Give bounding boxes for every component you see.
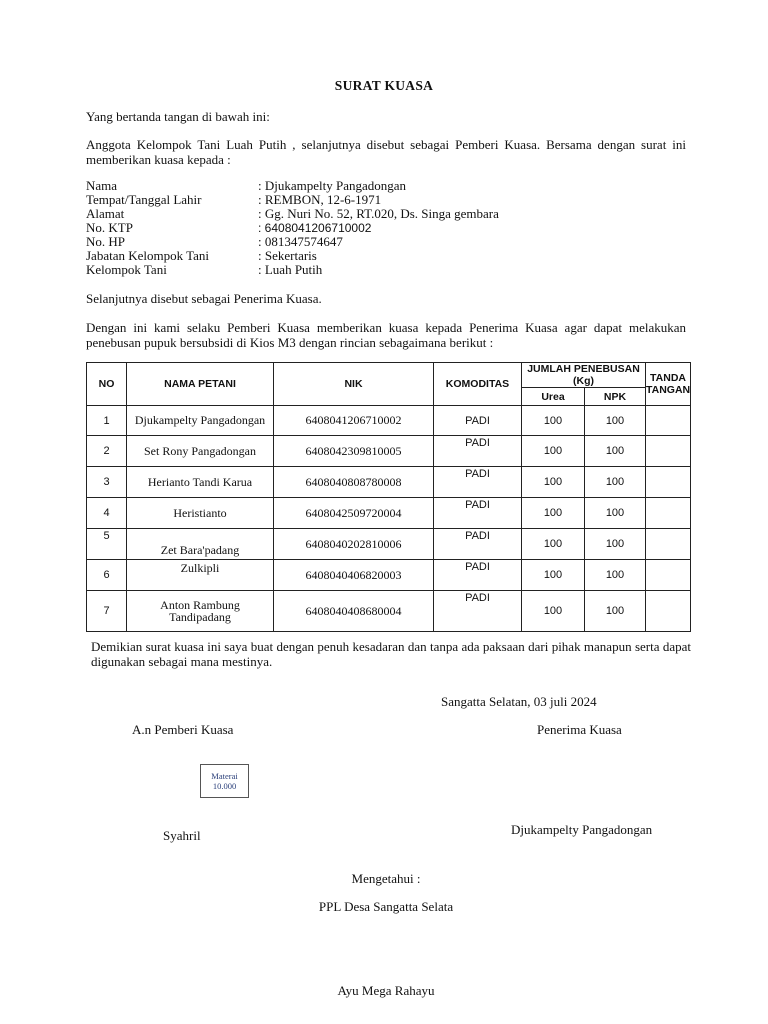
identity-value: : 6408041206710002 — [258, 221, 372, 235]
komoditas-text: PADI — [465, 499, 490, 511]
cell-npk: 100 — [585, 560, 646, 591]
cell-nik: 6408040408680004 — [274, 591, 434, 632]
acknowledger-name: Ayu Mega Rahayu — [337, 983, 435, 998]
cell-komoditas — [434, 560, 522, 591]
cell-komoditas — [434, 591, 522, 632]
identity-label: Nama — [86, 178, 118, 193]
cell-urea: 100 — [522, 560, 585, 591]
cell-npk: 100 — [585, 436, 646, 467]
no-text: 5 — [103, 530, 110, 542]
cell-komoditas — [434, 529, 522, 560]
cell-no: 1 — [87, 406, 127, 436]
cell-urea: 100 — [522, 406, 585, 436]
receiver-label: Penerima Kuasa — [537, 722, 622, 737]
cell-no: 6 — [87, 560, 127, 591]
identity-label: Alamat — [86, 206, 125, 221]
cell-nik: 6408042509720004 — [274, 498, 434, 529]
komoditas-text: PADI — [465, 561, 490, 573]
receiver-name: Djukampelty Pangadongan — [511, 822, 653, 837]
cell-no: 3 — [87, 467, 127, 498]
header-nik: NIK — [274, 363, 434, 406]
identity-value: : Luah Putih — [258, 262, 323, 277]
document-title: SURAT KUASA — [334, 78, 434, 93]
cell-tanda-tangan[interactable] — [646, 498, 691, 529]
materai-value: 10.000 — [212, 781, 237, 791]
materai-stamp — [200, 764, 249, 798]
closing-paragraph: Demikian surat kuasa ini saya buat dengan penuh kesadaran dan tanpa ada paksaan dari pihak manapun serta dapat digunakan sebagai mana mestinya. — [91, 639, 691, 669]
header-urea: Urea — [522, 388, 585, 406]
identity-label: No. HP — [86, 234, 126, 249]
header-npk: NPK — [585, 388, 646, 406]
cell-nik: 6408040202810006 — [274, 529, 434, 560]
cell-npk: 100 — [585, 529, 646, 560]
identity-label: No. KTP — [86, 220, 133, 235]
header-jumlah-penebusan: JUMLAH PENEBUSAN (Kg) — [522, 363, 646, 388]
cell-urea: 100 — [522, 467, 585, 498]
cell-npk: 100 — [585, 591, 646, 632]
cell-urea: 100 — [522, 436, 585, 467]
table-row — [87, 436, 691, 467]
header-nama-petani: NAMA PETANI — [127, 363, 274, 406]
cell-no: 7 — [87, 591, 127, 632]
cell-komoditas — [434, 467, 522, 498]
identity-label: Tempat/Tanggal Lahir — [86, 192, 202, 207]
cell-nik: 6408040808780008 — [274, 467, 434, 498]
cell-nama: Anton Rambung Tandipadang — [127, 591, 274, 632]
cell-npk: 100 — [585, 406, 646, 436]
cell-nama: Djukampelty Pangadongan — [127, 406, 274, 436]
table-row — [87, 467, 691, 498]
cell-nik: 6408042309810005 — [274, 436, 434, 467]
komoditas-text: PADI — [465, 592, 490, 604]
cell-urea: 100 — [522, 591, 585, 632]
komoditas-text: PADI — [465, 530, 490, 542]
identity-value: : 081347574647 — [258, 234, 343, 249]
cell-komoditas — [434, 498, 522, 529]
nama-text: Zulkipli — [180, 561, 220, 575]
cell-komoditas — [434, 436, 522, 467]
identity-label: Kelompok Tani — [86, 262, 167, 277]
cell-no: 2 — [87, 436, 127, 467]
table-row — [87, 560, 691, 591]
cell-tanda-tangan[interactable] — [646, 591, 691, 632]
table-row — [87, 498, 691, 529]
cell-nik: 6408040406820003 — [274, 560, 434, 591]
komoditas-text: PADI — [465, 468, 490, 480]
cell-npk: 100 — [585, 498, 646, 529]
cell-nama: Heristianto — [127, 498, 274, 529]
identity-value: : REMBON, 12-6-1971 — [258, 192, 382, 207]
identity-label: Jabatan Kelompok Tani — [86, 248, 210, 263]
identity-value: : Djukampelty Pangadongan — [258, 178, 407, 193]
intro-text: Yang bertanda tangan di bawah ini: — [86, 109, 270, 124]
cell-nik: 6408041206710002 — [274, 406, 434, 436]
table-row — [87, 591, 691, 632]
acknowledged-label: Mengetahui : — [351, 871, 421, 886]
place-date: Sangatta Selatan, 03 juli 2024 — [441, 694, 597, 709]
table-row — [87, 529, 691, 560]
komoditas-text: PADI — [465, 437, 490, 449]
cell-tanda-tangan[interactable] — [646, 467, 691, 498]
grantor-paragraph: Anggota Kelompok Tani Luah Putih , selanjutnya disebut sebagai Pemberi Kuasa. Bersama dengan surat ini memberikan kuasa kepada : — [86, 137, 686, 167]
purpose-paragraph: Dengan ini kami selaku Pemberi Kuasa memberikan kuasa kepada Penerima Kuasa agar dapat melakukan penebusan pupuk bersubsidi di Kios M3 dengan rincian sebagaimana berikut : — [86, 320, 686, 350]
cell-tanda-tangan[interactable] — [646, 406, 691, 436]
acknowledger-title: PPL Desa Sangatta Selata — [318, 899, 454, 914]
fertilizer-table — [86, 362, 691, 632]
cell-tanda-tangan[interactable] — [646, 436, 691, 467]
cell-nama: Zet Bara'padang — [127, 529, 274, 560]
table-row — [87, 406, 691, 436]
cell-no: 4 — [87, 498, 127, 529]
grantor-label: A.n Pemberi Kuasa — [132, 722, 234, 737]
cell-no — [87, 529, 127, 560]
cell-npk: 100 — [585, 467, 646, 498]
cell-tanda-tangan[interactable] — [646, 560, 691, 591]
identity-value: : Gg. Nuri No. 52, RT.020, Ds. Singa gembara — [258, 206, 499, 221]
cell-nama: Herianto Tandi Karua — [127, 467, 274, 498]
header-komoditas: KOMODITAS — [434, 363, 522, 406]
cell-urea: 100 — [522, 529, 585, 560]
cell-nama: Set Rony Pangadongan — [127, 436, 274, 467]
grantor-name: Syahril — [163, 828, 201, 843]
cell-nama — [127, 560, 274, 591]
cell-komoditas: PADI — [434, 406, 522, 436]
receiver-paragraph: Selanjutnya disebut sebagai Penerima Kuasa. — [86, 291, 322, 306]
header-tanda-tangan: TANDA TANGAN — [646, 363, 691, 406]
cell-tanda-tangan[interactable] — [646, 529, 691, 560]
identity-value: : Sekertaris — [258, 248, 317, 263]
header-no: NO — [87, 363, 127, 406]
cell-urea: 100 — [522, 498, 585, 529]
materai-label: Materai — [211, 771, 238, 781]
